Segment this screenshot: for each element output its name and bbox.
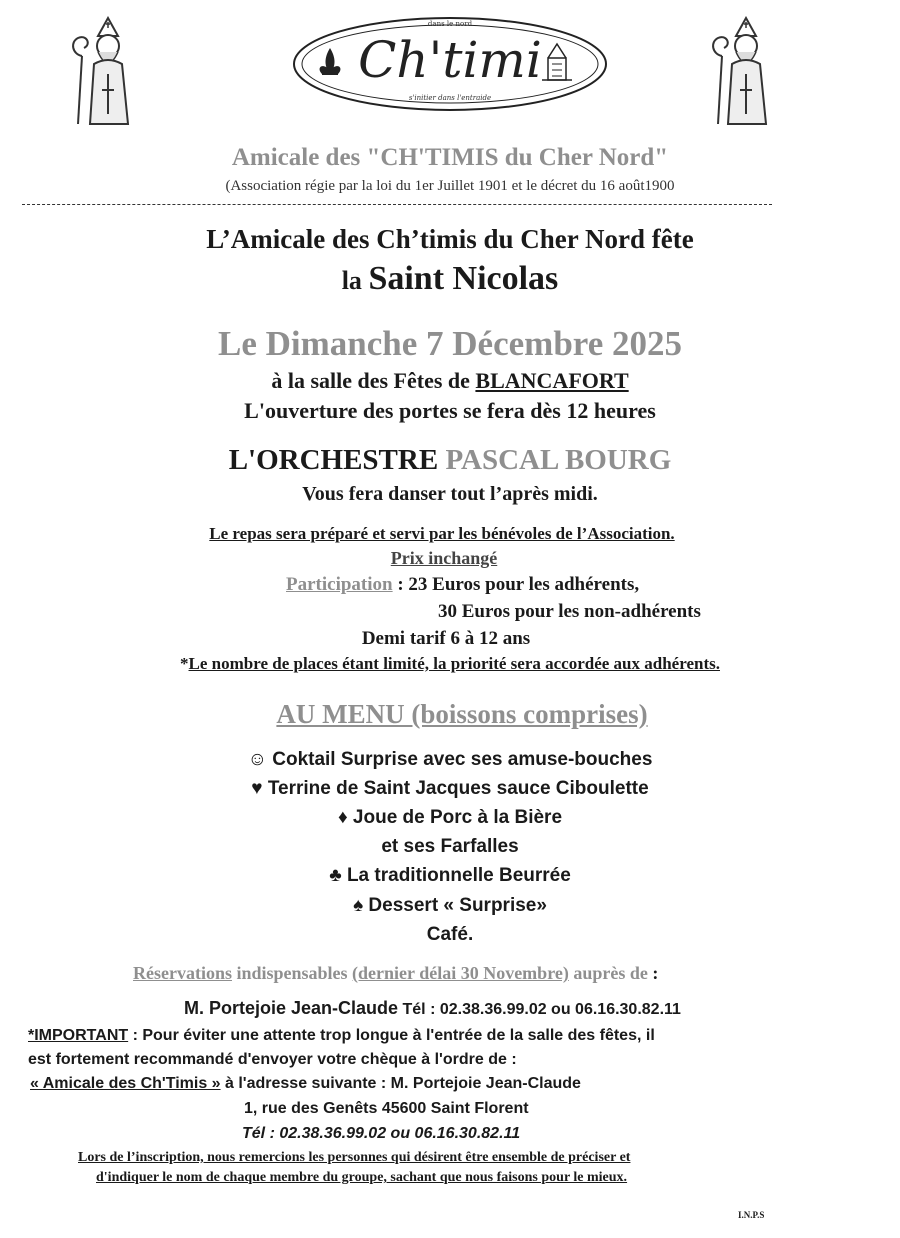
- orchestra-prefix: L'ORCHESTRE: [228, 444, 446, 476]
- saint-nicolas-left-illustration: [68, 16, 138, 126]
- orchestra-name: PASCAL BOURG: [445, 444, 672, 476]
- postal-address: 1, rue des Genêts 45600 Saint Florent: [244, 1100, 529, 1117]
- payee-line: [30, 1075, 581, 1093]
- fleur-de-lis-icon: [320, 48, 341, 75]
- event-title-prefix: la: [341, 266, 369, 295]
- event-venue: [0, 368, 900, 394]
- chtimi-logo: [290, 14, 610, 114]
- dance-line: Vous fera danser tout l’après midi.: [302, 483, 598, 505]
- price-members: : 23 Euros pour les adhérents,: [392, 574, 640, 595]
- logo-text: Ch'timi: [358, 31, 542, 89]
- priority-note: [0, 654, 900, 674]
- menu-item: Café.: [426, 924, 474, 945]
- logo-ring-bottom-text: s'initier dans l'entraide: [408, 94, 492, 102]
- meal-note: Le repas sera préparé et servi par les bénévoles de l’Association.: [209, 524, 675, 543]
- participation-line: [286, 574, 639, 596]
- event-title-line2: [0, 260, 900, 298]
- important-line-2: est fortement recommandé d'envoyer votre chèque à l'ordre de :: [28, 1051, 517, 1068]
- contact-phone: Tél : 02.38.36.99.02 ou 06.16.30.82.11: [398, 1001, 681, 1018]
- group-note-line2: d'indiquer le nom de chaque membre du groupe, sachant que nous faisons pour le mieux.: [96, 1170, 628, 1185]
- price-unchanged: Prix inchangé: [390, 548, 498, 568]
- important-label: *IMPORTANT: [28, 1027, 129, 1044]
- saint-nicolas-right-illustration: [704, 16, 774, 126]
- venue-town: BLANCAFORT: [475, 368, 629, 393]
- important-line: [28, 1027, 655, 1045]
- priority-star: *: [180, 654, 189, 673]
- reservation-line: [133, 963, 658, 984]
- event-date: Le Dimanche 7 Décembre 2025: [218, 324, 682, 363]
- group-note-line1: Lors de l’inscription, nous remercions les personnes qui désirent être ensemble de préciser et: [78, 1150, 631, 1165]
- menu-item: ♣ La traditionnelle Beurrée: [329, 865, 571, 886]
- address-intro: à l'adresse suivante : M. Portejoie Jean-Claude: [220, 1075, 581, 1092]
- club-name: Amicale des "CH'TIMIS du Cher Nord": [231, 144, 669, 171]
- menu-item: ♠ Dessert « Surprise»: [353, 895, 547, 916]
- event-title-line1: L’Amicale des Ch’timis du Cher Nord fête: [206, 224, 694, 254]
- reservation-mid2: auprès de: [568, 963, 648, 983]
- event-doors: L'ouverture des portes se fera dès 12 heures: [244, 398, 656, 423]
- header-divider: [22, 204, 772, 205]
- priority-text: Le nombre de places étant limité, la priorité sera accordée aux adhérents.: [188, 654, 720, 673]
- menu-item: ♥ Terrine de Saint Jacques sauce Ciboulette: [251, 778, 649, 799]
- reservation-deadline: (dernier délai 30 Novembre): [352, 963, 569, 983]
- reservation-label: Réservations: [133, 963, 232, 983]
- price-non-members: 30 Euros pour les non-adhérents: [438, 601, 701, 622]
- venue-prefix: à la salle des Fêtes de: [271, 368, 476, 393]
- menu-item: ♦ Joue de Porc à la Bière: [337, 807, 563, 828]
- contact-name: M. Portejoie Jean-Claude: [184, 998, 399, 1018]
- important-text: : Pour éviter une attente trop longue à l'entrée de la salle des fêtes, il: [128, 1027, 655, 1044]
- menu-item: et ses Farfalles: [381, 836, 519, 857]
- reservation-tail: :: [647, 963, 659, 983]
- printer-mark: I.N.P.S: [738, 1210, 765, 1220]
- contact-line: [184, 998, 681, 1019]
- participation-label: Participation: [286, 574, 393, 595]
- menu-heading: AU MENU (boissons comprises): [276, 699, 648, 729]
- payee-name: « Amicale des Ch'Timis »: [30, 1075, 221, 1092]
- menu-item: ☺ Coktail Surprise avec ses amuse-bouches: [247, 749, 653, 770]
- legal-note: (Association régie par la loi du 1er Juillet 1901 et le décret du 16 août1900: [225, 178, 675, 194]
- price-children: Demi tarif 6 à 12 ans: [361, 628, 531, 649]
- phone-italic: Tél : 02.38.36.99.02 ou 06.16.30.82.11: [242, 1125, 521, 1142]
- event-title-main: Saint Nicolas: [368, 260, 559, 297]
- logo-ring-top-text: dans le nord: [427, 20, 473, 28]
- orchestra-line: [0, 444, 900, 477]
- reservation-mid1: indispensables: [231, 963, 353, 983]
